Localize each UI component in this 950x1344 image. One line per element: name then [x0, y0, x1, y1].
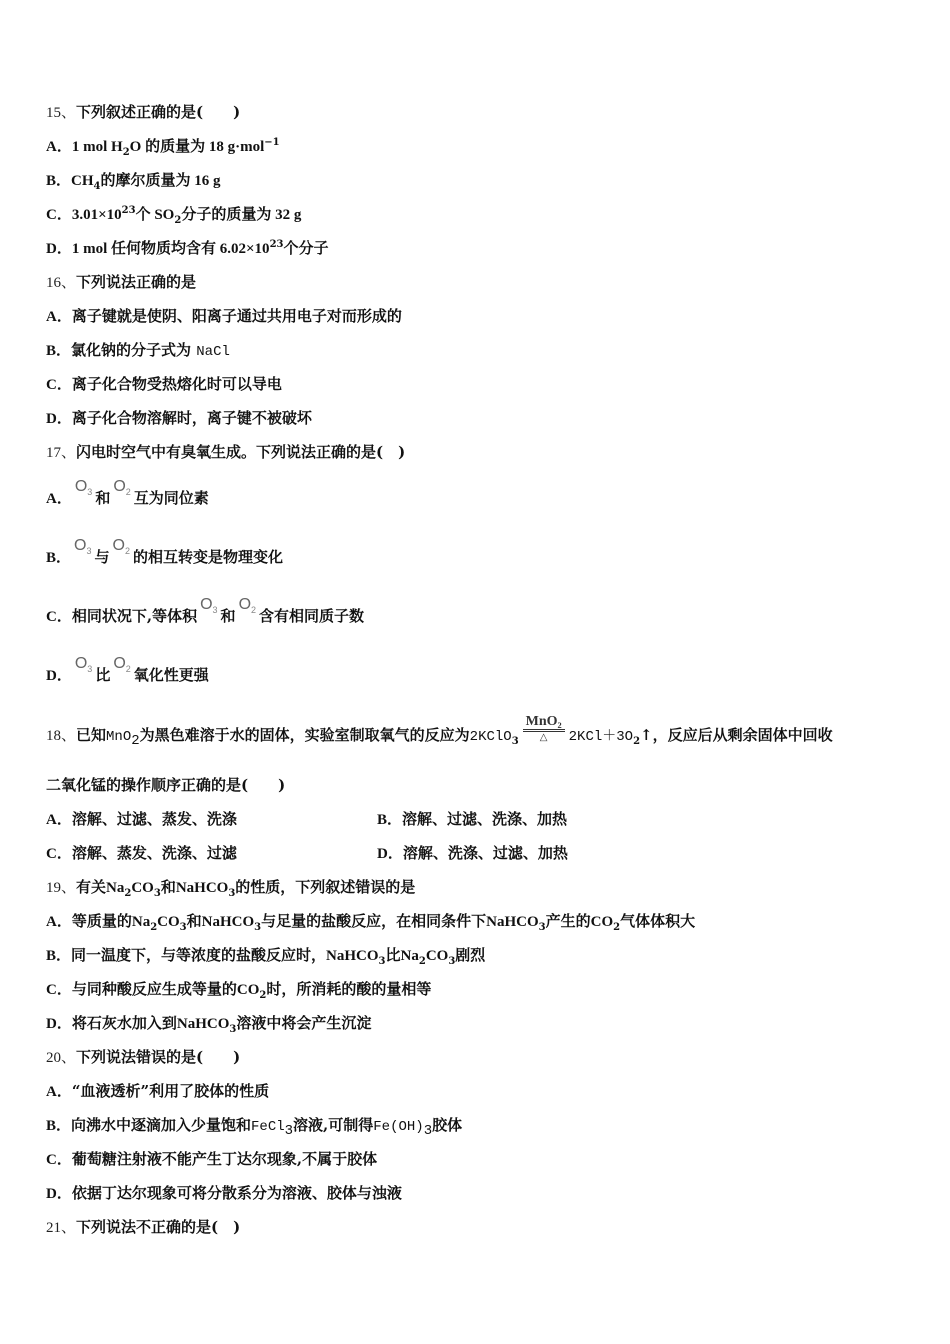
q18-stem-line2: 二氧化锰的操作顺序正确的是( ) — [46, 776, 286, 794]
q20-option-d: D．依据丁达尔现象可将分散系分为溶液、胶体与浊液 — [46, 1184, 402, 1202]
q16-option-b: B．氯化钠的分子式为 NaCl — [46, 341, 230, 360]
ozone-formula: $O_3$ — [74, 478, 93, 498]
q17-option-d: D．$O_3$ 比$O_2$ 氧化性更强 — [46, 655, 209, 684]
question-text: 下列叙述正确的是( ) — [76, 103, 241, 121]
q17-option-b: B．$O_3$ 与$O_2$ 的相互转变是物理变化 — [46, 537, 283, 566]
oxygen-formula: $O_2$ — [113, 655, 131, 675]
q18-stem-line1: 18、已知MnO$_2$为黑色难溶于水的固体，实验室制取氧气的反应为2KClO$_3$ MnO₂ △ $2KCl+3O_2↑$，反应后从剩余固体中回收 — [46, 714, 833, 749]
q15-option-d: D．1 mol 任何物质均含有 $6.02\times 10^{23}$个分子 — [46, 239, 329, 257]
q17-option-a: A．$O_3$ 和$O_2$ 互为同位素 — [46, 478, 209, 507]
q18-options-row2 — [46, 843, 906, 864]
q18-options-row1 — [46, 809, 906, 830]
q17-option-c: C．相同状况下,等体积$O_3$ 和$O_2$ 含有相同质子数 — [46, 596, 365, 625]
gas-arrow-icon: ↑ — [640, 726, 653, 744]
question-number: 20、 — [46, 1050, 77, 1066]
q21-stem: 21、下列说法不正确的是( ) — [46, 1218, 241, 1236]
q16-option-d: D．离子化合物溶解时，离子键不被破坏 — [46, 409, 312, 427]
q20-option-b: B．向沸水中逐滴加入少量饱和FeCl$_3$溶液,可制得$Fe(OH)_3$胶体 — [46, 1116, 463, 1139]
question-number: 16、 — [46, 275, 77, 291]
oxygen-formula: $O_2$ — [238, 596, 257, 616]
q19-stem: 19、有关$Na_2CO_3$和NaHCO$_3$的性质，下列叙述错误的是 — [46, 878, 416, 899]
q16-option-c: C．离子化合物受热熔化时可以导电 — [46, 375, 282, 393]
q15-option-b: B．$CH_4$的摩尔质量为 16 g — [46, 173, 221, 192]
q18-option-b: B．溶解、过滤、洗涤、加热 — [377, 810, 568, 828]
q15-option-c: C．$3.01\times 10^{23}$个 $SO_2$分子的质量为 32 g — [46, 205, 302, 226]
question-number: 18、 — [46, 728, 77, 744]
q20-stem: 20、下列说法错误的是( ) — [46, 1048, 241, 1066]
question-number: 15、 — [46, 105, 77, 121]
q18-option-d: D．溶解、洗涤、过滤、加热 — [377, 844, 568, 862]
question-text: 闪电时空气中有臭氧生成。下列说法正确的是( ) — [76, 443, 406, 461]
question-number: 21、 — [46, 1220, 77, 1236]
q19-option-d: D．将石灰水加入到NaHCO$_3$溶液中将会产生沉淀 — [46, 1014, 372, 1035]
q16-option-a: A．离子键就是使阴、阳离子通过共用电子对而形成的 — [46, 307, 402, 325]
q17-stem — [46, 442, 405, 463]
q20-option-a: A．“血液透析”利用了胶体的性质 — [46, 1082, 270, 1100]
reaction-condition-arrow: MnO₂ △ — [523, 726, 565, 746]
q19-option-c: C．与同种酸反应生成等量的$CO_2$时，所消耗的酸的量相等 — [46, 980, 432, 1001]
q18-option-a: A．溶解、过滤、蒸发、洗涤 — [46, 810, 237, 828]
q16-stem — [46, 272, 196, 293]
oxygen-formula: $O_2$ — [112, 537, 130, 557]
oxygen-formula: $O_2$ — [113, 478, 131, 498]
q19-option-a: A．等质量的$Na_2CO_3$和NaHCO$_3$与足量的盐酸反应，在相同条件下NaHCO$_3$产生的$CO_2$气体体积大 — [46, 912, 696, 933]
ozone-formula: $O_3$ — [200, 596, 218, 616]
question-number: 19、 — [46, 880, 77, 896]
ozone-formula: $O_3$ — [74, 655, 93, 675]
q15-option-a: A．1 mol $H_2O$ 的质量为 18 g·mol$^{-1}$ — [46, 137, 280, 158]
q15-stem — [46, 102, 240, 123]
question-number: 17、 — [46, 445, 77, 461]
ozone-formula: $O_3$ — [74, 537, 92, 557]
q19-option-b: B．同一温度下，与等浓度的盐酸反应时，NaHCO$_3$比$Na_2CO_3$剧烈 — [46, 946, 486, 967]
q18-option-c: C．溶解、蒸发、洗涤、过滤 — [46, 844, 237, 862]
question-text: 下列说法正确的是 — [76, 273, 197, 291]
q20-option-c: C．葡萄糖注射液不能产生丁达尔现象,不属于胶体 — [46, 1150, 378, 1168]
